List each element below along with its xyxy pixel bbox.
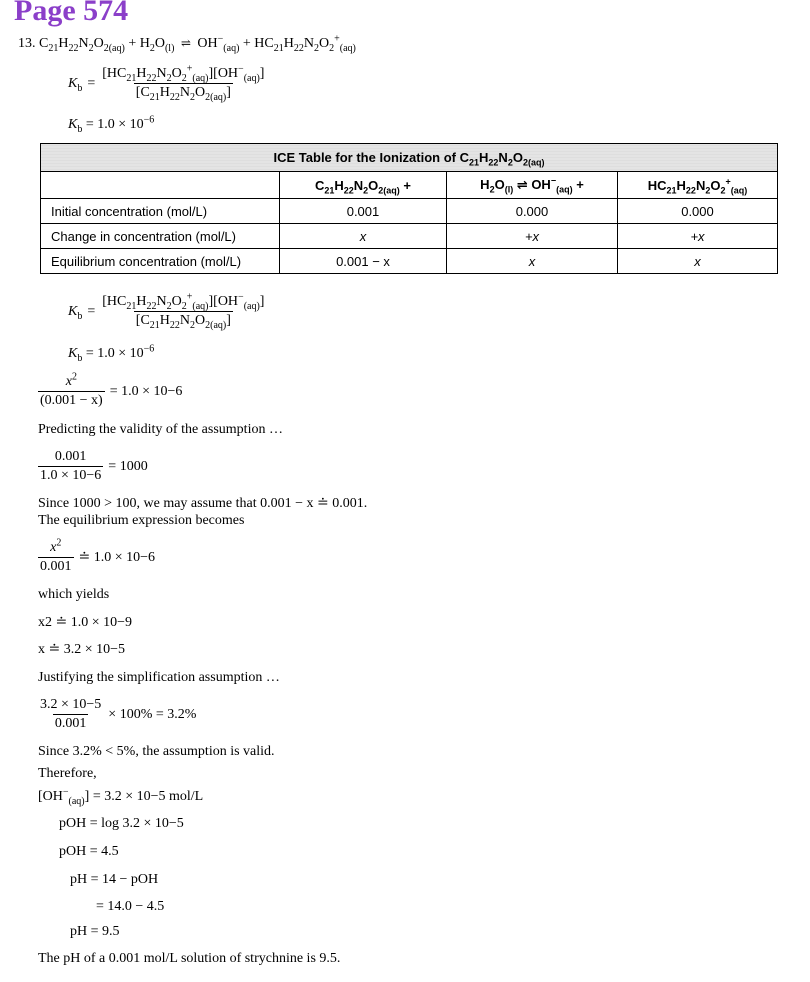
table-cell: x [280,224,447,249]
table-cell: +x [618,224,778,249]
table-cell: +x [447,224,618,249]
predicting-text: Predicting the validity of the assumption … [38,422,283,437]
ratio-numerator: 0.001 [54,449,87,464]
approx-equation: $\frac{x^2}{0.001}$ ≐ 1.0 × 10−6 [40,537,156,574]
page-title: Page 574 [14,0,129,27]
ratio-rhs: = 1000 [108,458,148,474]
ice-table-caption: ICE Table for the Ionization of $C_{21}H_{22}N_2O_{2(aq)}$ [41,144,778,172]
ph-line-2: = 14.0 − 4.5 [96,899,165,914]
pct-numerator: 3.2 × 10−5 [40,697,102,712]
table-cell: 0.001 [280,199,447,224]
ice-table [40,143,778,274]
approx-denominator: 0.001 [40,559,72,574]
x-squared-result: x2 ≐ 1.0 × 10−9 [38,615,133,630]
hydroxide-concentration: $[OH^-_{(aq)}] = 3.2 \times 10-5$ mol/L [38,786,204,807]
table-row [41,249,778,274]
ice-header-reactant: $C_{21}H_{22}N_2O_{2(aq)}$ + [280,172,447,199]
ph-line-3: pH = 9.5 [70,924,120,939]
pct-rhs: × 100% = 3.2% [108,706,197,722]
since-pct-text: Since 3.2% < 5%, the assumption is valid. [38,744,275,759]
oh-rhs: = 3.2 × 10−5 mol/L [92,789,204,804]
kb-value-2: $K_b = 1.0 \times 10^{-6}$ [68,343,155,364]
since-1000-text: Since 1000 > 100, we may assume that 0.001 − x ≐ 0.001. [38,496,368,511]
ph-line-1: pH = 14 − pOH [70,872,159,887]
table-row [41,224,778,249]
which-yields-text: which yields [38,587,110,602]
pct-denominator: 0.001 [54,716,87,731]
table-cell: 0.000 [618,199,778,224]
ratio-equation [38,449,148,484]
row-label: Equilibrium concentration (mol/L) [41,249,280,274]
table-cell: x [618,249,778,274]
problem-number: 13. [18,36,36,51]
table-cell: x [447,249,618,274]
ice-header-product: $HC_{21}H_{22}N_2O_2^+_{(aq)}$ [618,172,778,199]
approx-rhs: ≐ 1.0 × 10−6 [78,550,156,565]
kb-expression-1: $K_b$ = $\frac{[HC_{21}H_{22}N_2O_2^+_{(aq)}][OH^-_{(aq)}]}{[C_{21}H_{22}N_2O_{2(aq)}]}$ [68,63,265,103]
equilibrium-equation: $\frac{x^2}{(0.001 - x)}$ = 1.0 × 10−6 [40,371,183,408]
ratio-denominator: 1.0 × 10−6 [40,468,102,483]
kb-expression-2: $K_b$ = $\frac{[HC_{21}H_{22}N_2O_2^+_{(aq)}][OH^-_{(aq)}]}{[C_{21}H_{22}N_2O_{2(aq)}]}$ [68,291,265,331]
eq-rhs: = 1.0 × 10−6 [109,383,183,399]
conclusion-text: The pH of a 0.001 mol/L solution of strychnine is 9.5. [38,951,341,966]
becomes-text: The equilibrium expression becomes [38,513,245,528]
kb-value-1: $K_b = 1.0 \times 10^{-6}$ [68,114,155,135]
x-result: x ≐ 3.2 × 10−5 [38,642,126,657]
percent-equation [38,697,196,732]
reaction-equation: 13. $C_{21}H_{22}N_2O_{2(aq)} + H_2O_{(l)}$ ⇌ $OH^-_{(aq)} + HC_{21}H_{22}N_2O_2^+_{(aq)}$ [18,33,356,54]
table-cell: 0.001 − x [280,249,447,274]
table-row [41,199,778,224]
row-label: Change in concentration (mol/L) [41,224,280,249]
ice-header-water: $H_2O_{(l)}$ ⇌ $OH^-_{(aq)}$ + [447,172,618,199]
therefore-text: Therefore, [38,766,97,781]
ice-header-blank [41,172,280,199]
eq-denominator: (0.001 − x) [40,393,103,408]
poh-line-2: pOH = 4.5 [59,844,119,859]
row-label: Initial concentration (mol/L) [41,199,280,224]
table-cell: 0.000 [447,199,618,224]
justifying-text: Justifying the simplification assumption … [38,670,280,685]
equilibrium-arrow-icon: ⇌ [180,36,191,50]
poh-line-1: pOH = log 3.2 × 10−5 [59,816,184,831]
